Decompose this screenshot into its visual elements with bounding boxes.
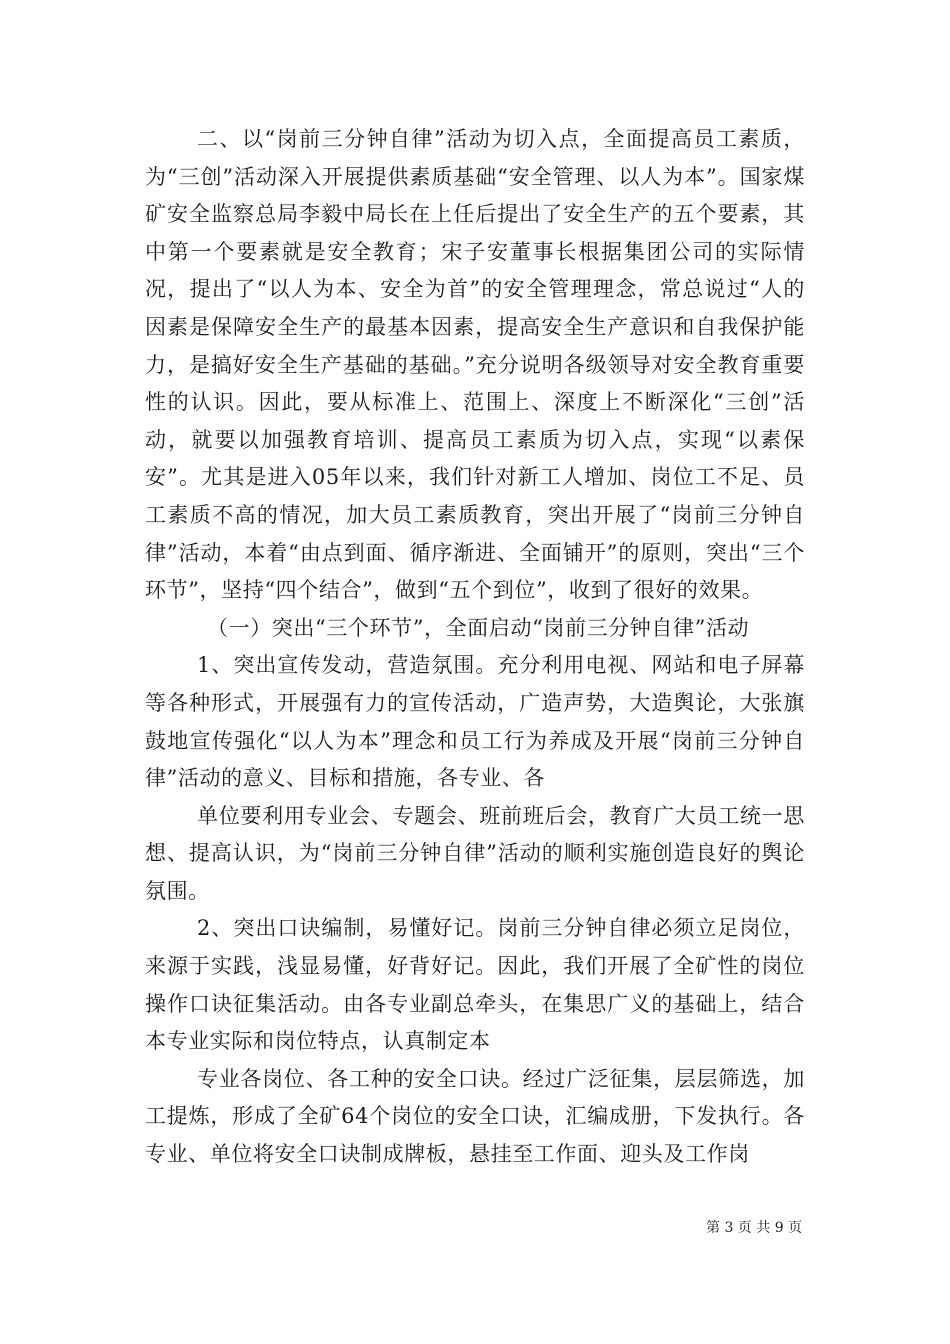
paragraph-units-meetings: 单位要利用专业会、专题会、班前班后会，教育广大员工统一思想、提高认识，为“岗前三分钟自律”活动的顺利实施创造良好的舆论氛围。	[145, 803, 805, 903]
page-number-footer: 第 3 页 共 9 页	[706, 1220, 803, 1236]
document-body	[145, 121, 805, 1174]
paragraph-mnemonic-compilation: 2、突出口诀编制，易懂好记。岗前三分钟自律必须立足岗位，来源于实践，浅显易懂，好背好记。因此，我们开展了全矿性的岗位操作口诀征集活动。由各专业副总牵头，在集思广义的基础上，结合本专业实际和岗位特点，认真制定本	[145, 916, 805, 1054]
subheading-three-links: （一）突出“三个环节”，全面启动“岗前三分钟自律”活动	[207, 615, 750, 640]
paragraph-section-two: 二、以“岗前三分钟自律”活动为切入点，全面提高员工素质，为“三创”活动深入开展提供素质基础“安全管理、以人为本”。国家煤矿安全监察总局李毅中局长在上任后提出了安全生产的五个要素，其中第一个要素就是安全教育；宋子安董事长根据集团公司的实际情况，提出了“以人为本、安全为首”的安全管理理念，常总说过“人的因素是保障安全生产的最基本因素，提高安全生产意识和自我保护能力，是搞好安全生产基础的基础。”充分说明各级领导对安全教育重要性的认识。因此，要从标准上、范围上、深度上不断深化“三创”活动，就要以加强教育培训、提高员工素质为切入点，实现“以素保安”。尤其是进入05年以来，我们针对新工人增加、岗位工不足、员工素质不高的情况，加大员工素质教育，突出开展了“岗前三分钟自律”活动，本着“由点到面、循序渐进、全面铺开”的原则，突出“三个环节”，坚持“四个结合”，做到“五个到位”，收到了很好的效果。	[145, 127, 805, 603]
paragraph-safety-mnemonics: 专业各岗位、各工种的安全口诀。经过广泛征集，层层筛选，加工提炼，形成了全矿64个岗位的安全口诀，汇编成册，下发执行。各专业、单位将安全口诀制成牌板，悬挂至工作面、迎头及工作岗	[145, 1066, 805, 1167]
paragraph-publicity: 1、突出宣传发动，营造氛围。充分利用电视、网站和电子屏幕等各种形式，开展强有力的宣传活动，广造声势，大造舆论，大张旗鼓地宣传强化“以人为本”理念和员工行为养成及开展“岗前三分钟自律”活动的意义、目标和措施，各专业、各	[145, 653, 805, 791]
